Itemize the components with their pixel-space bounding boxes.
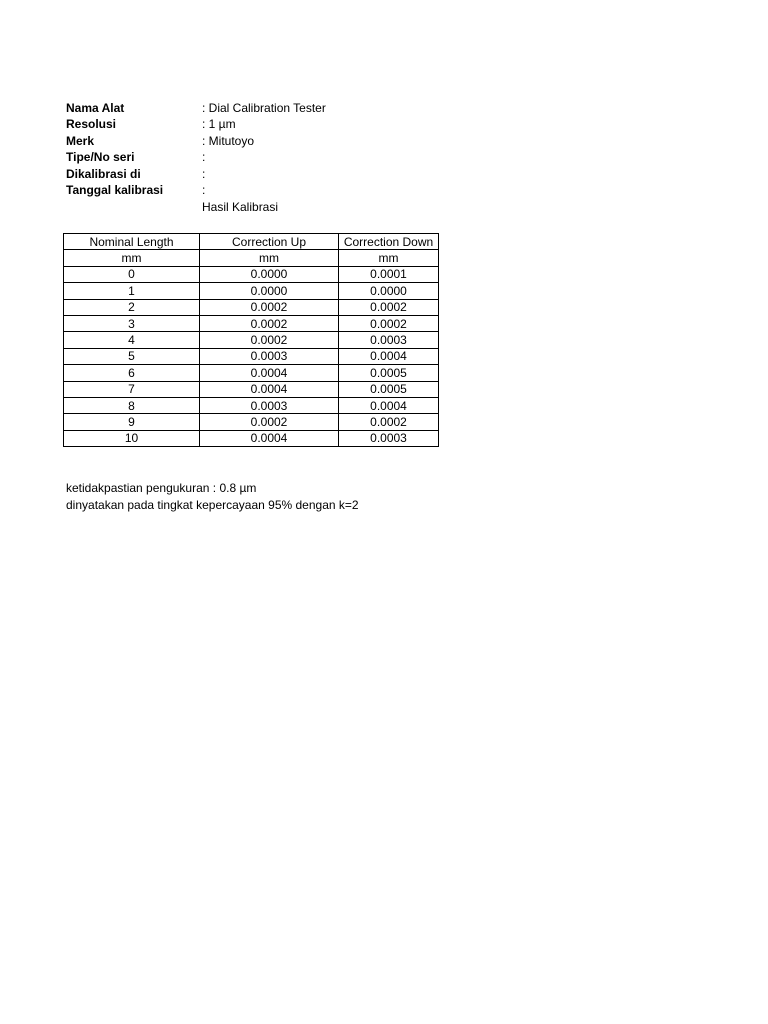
correction-down-cell: 0.0004 [339, 348, 439, 364]
info-label: Resolusi [66, 117, 117, 132]
info-value: : [202, 182, 206, 197]
notes [66, 480, 359, 514]
table-header-row [64, 234, 439, 250]
info-value: : Dial Calibration Tester [202, 101, 326, 115]
info-value: : [202, 166, 206, 181]
info-label: Tanggal kalibrasi [66, 182, 164, 197]
table-row [64, 397, 439, 413]
correction-down-cell: 0.0003 [339, 332, 439, 348]
nominal-length-cell: 7 [64, 381, 200, 397]
correction-down-cell: 0.0005 [339, 381, 439, 397]
table-row [64, 299, 439, 315]
column-header: Nominal Length [64, 234, 200, 250]
correction-up-cell: 0.0000 [200, 266, 339, 282]
table-row [64, 365, 439, 381]
nominal-length-cell: 2 [64, 299, 200, 315]
info-label: Nama Alat [66, 101, 125, 115]
correction-down-cell: 0.0000 [339, 283, 439, 299]
table-row [64, 332, 439, 348]
unit-cell: mm [200, 250, 339, 266]
correction-up-cell: 0.0004 [200, 381, 339, 397]
correction-up-cell: 0.0003 [200, 348, 339, 364]
nominal-length-cell: 1 [64, 283, 200, 299]
info-label: Merk [66, 133, 95, 148]
correction-down-cell: 0.0002 [339, 414, 439, 430]
correction-up-cell: 0.0002 [200, 299, 339, 315]
correction-down-cell: 0.0003 [339, 430, 439, 446]
nominal-length-cell: 10 [64, 430, 200, 446]
uncertainty-note: ketidakpastian pengukuran : 0.8 µm [66, 481, 257, 495]
info-label: Tipe/No seri [66, 150, 135, 165]
nominal-length-cell: 4 [64, 332, 200, 348]
correction-down-cell: 0.0002 [339, 299, 439, 315]
correction-up-cell: 0.0002 [200, 332, 339, 348]
table-row [64, 348, 439, 364]
nominal-length-cell: 0 [64, 266, 200, 282]
table-row [64, 283, 439, 299]
table-row [64, 315, 439, 331]
table-row [64, 266, 439, 282]
info-value: : 1 µm [202, 117, 236, 132]
correction-down-cell: 0.0001 [339, 266, 439, 282]
confidence-note: dinyatakan pada tingkat kepercayaan 95% dengan k=2 [66, 498, 359, 512]
nominal-length-cell: 5 [64, 348, 200, 364]
unit-cell: mm [339, 250, 439, 266]
correction-down-cell: 0.0005 [339, 365, 439, 381]
table-row [64, 381, 439, 397]
nominal-length-cell: 3 [64, 315, 200, 331]
correction-up-cell: 0.0004 [200, 430, 339, 446]
table-row [64, 430, 439, 446]
info-value: : [202, 150, 206, 165]
table-unit-row [64, 250, 439, 266]
correction-up-cell: 0.0003 [200, 397, 339, 413]
correction-down-cell: 0.0002 [339, 315, 439, 331]
nominal-length-cell: 8 [64, 397, 200, 413]
table-title: Hasil Kalibrasi [202, 200, 279, 214]
column-header: Correction Down [339, 234, 439, 250]
nominal-length-cell: 9 [64, 414, 200, 430]
correction-up-cell: 0.0004 [200, 365, 339, 381]
info-value: : Mitutoyo [202, 133, 255, 148]
correction-up-cell: 0.0000 [200, 283, 339, 299]
info-label: Dikalibrasi di [66, 166, 141, 181]
correction-up-cell: 0.0002 [200, 414, 339, 430]
table-row [64, 414, 439, 430]
correction-down-cell: 0.0004 [339, 397, 439, 413]
calibration-table [63, 233, 439, 447]
unit-cell: mm [64, 250, 200, 266]
correction-up-cell: 0.0002 [200, 315, 339, 331]
nominal-length-cell: 6 [64, 365, 200, 381]
column-header: Correction Up [200, 234, 339, 250]
